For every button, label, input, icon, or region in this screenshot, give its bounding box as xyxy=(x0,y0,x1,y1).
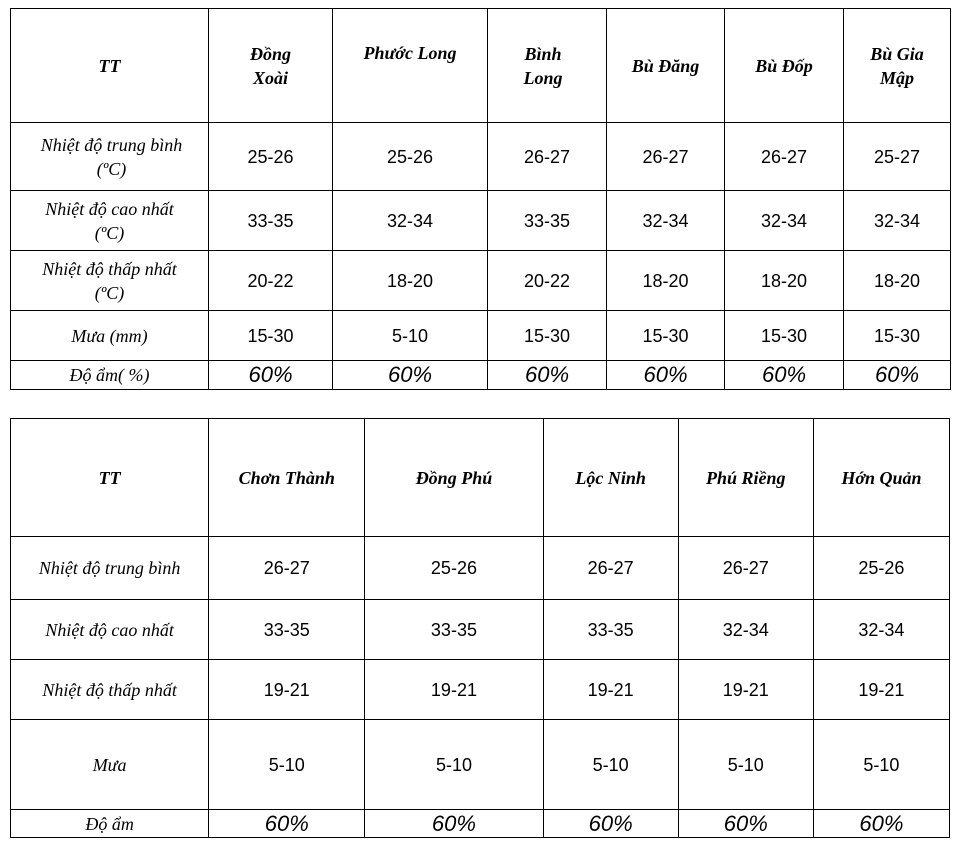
header-cell-phu-rieng: Phú Riềng xyxy=(678,419,813,537)
table-row xyxy=(11,123,951,191)
header-row xyxy=(11,9,951,123)
table-cell: 32-34 xyxy=(813,600,949,660)
table-cell: 19-21 xyxy=(813,660,949,720)
header-cell-bu-gia-map: Bù Gia Mập xyxy=(844,9,951,123)
table-cell: 32-34 xyxy=(333,191,488,251)
table-cell: 60% xyxy=(844,361,951,390)
table-row xyxy=(11,600,950,660)
row-label: Nhiệt độ cao nhất (ºC) xyxy=(11,191,209,251)
table-cell: 26-27 xyxy=(209,537,365,600)
header-cell-tt: TT xyxy=(11,9,209,123)
row-label: Nhiệt độ thấp nhất xyxy=(11,660,209,720)
table-cell: 19-21 xyxy=(678,660,813,720)
table-cell: 33-35 xyxy=(488,191,607,251)
table-cell: 18-20 xyxy=(725,251,844,311)
table-row xyxy=(11,660,950,720)
table-cell: 25-26 xyxy=(209,123,333,191)
table-cell: 60% xyxy=(209,810,365,838)
table-cell: 33-35 xyxy=(365,600,543,660)
header-row xyxy=(11,419,950,537)
climate-table-1 xyxy=(10,8,951,390)
table-cell: 19-21 xyxy=(365,660,543,720)
table-cell: 5-10 xyxy=(813,720,949,810)
table-cell: 60% xyxy=(543,810,678,838)
table-cell: 26-27 xyxy=(725,123,844,191)
table-cell: 15-30 xyxy=(607,311,725,361)
table-cell: 25-26 xyxy=(813,537,949,600)
table-cell: 60% xyxy=(725,361,844,390)
row-label: Độ ẩm xyxy=(11,810,209,838)
table-cell: 18-20 xyxy=(607,251,725,311)
table-row xyxy=(11,810,950,838)
header-cell-bu-dop: Bù Đốp xyxy=(725,9,844,123)
table-cell: 5-10 xyxy=(365,720,543,810)
table-cell: 33-35 xyxy=(209,191,333,251)
header-cell-binh-long: Bình Long xyxy=(488,9,607,123)
table-cell: 5-10 xyxy=(209,720,365,810)
table-cell: 60% xyxy=(813,810,949,838)
header-cell-dong-phu: Đồng Phú xyxy=(365,419,543,537)
table-cell: 60% xyxy=(333,361,488,390)
header-cell-tt: TT xyxy=(11,419,209,537)
row-label: Nhiệt độ trung bình xyxy=(11,537,209,600)
table-cell: 60% xyxy=(678,810,813,838)
table-cell: 15-30 xyxy=(209,311,333,361)
table-cell: 32-34 xyxy=(844,191,951,251)
table-cell: 18-20 xyxy=(844,251,951,311)
row-label: Nhiệt độ thấp nhất (ºC) xyxy=(11,251,209,311)
row-label: Mưa xyxy=(11,720,209,810)
table-cell: 32-34 xyxy=(678,600,813,660)
table-cell: 26-27 xyxy=(543,537,678,600)
table-cell: 5-10 xyxy=(333,311,488,361)
row-label: Nhiệt độ trung bình (ºC) xyxy=(11,123,209,191)
table-row xyxy=(11,191,951,251)
header-cell-bu-dang: Bù Đăng xyxy=(607,9,725,123)
table-cell: 26-27 xyxy=(488,123,607,191)
table-row xyxy=(11,311,951,361)
table-cell: 60% xyxy=(365,810,543,838)
table-row xyxy=(11,720,950,810)
table-cell: 15-30 xyxy=(488,311,607,361)
table-cell: 60% xyxy=(607,361,725,390)
table-cell: 33-35 xyxy=(543,600,678,660)
table-cell: 15-30 xyxy=(844,311,951,361)
table-cell: 60% xyxy=(488,361,607,390)
table-cell: 5-10 xyxy=(678,720,813,810)
climate-table-2 xyxy=(10,418,950,838)
table-cell: 60% xyxy=(209,361,333,390)
table-cell: 26-27 xyxy=(678,537,813,600)
table-row xyxy=(11,537,950,600)
row-label: Nhiệt độ cao nhất xyxy=(11,600,209,660)
table-cell: 18-20 xyxy=(333,251,488,311)
table-cell: 25-26 xyxy=(365,537,543,600)
row-label: Độ ẩm( %) xyxy=(11,361,209,390)
header-cell-hon-quan: Hớn Quản xyxy=(813,419,949,537)
table-cell: 25-26 xyxy=(333,123,488,191)
table-cell: 19-21 xyxy=(209,660,365,720)
table-cell: 25-27 xyxy=(844,123,951,191)
table-cell: 20-22 xyxy=(209,251,333,311)
table-cell: 15-30 xyxy=(725,311,844,361)
table-cell: 33-35 xyxy=(209,600,365,660)
table-cell: 32-34 xyxy=(725,191,844,251)
table-cell: 20-22 xyxy=(488,251,607,311)
table-row xyxy=(11,361,951,390)
header-cell-dong-xoai: Đồng Xoài xyxy=(209,9,333,123)
table-cell: 26-27 xyxy=(607,123,725,191)
table-cell: 19-21 xyxy=(543,660,678,720)
header-cell-loc-ninh: Lộc Ninh xyxy=(543,419,678,537)
table-row xyxy=(11,251,951,311)
table-cell: 5-10 xyxy=(543,720,678,810)
row-label: Mưa (mm) xyxy=(11,311,209,361)
header-cell-chon-thanh: Chơn Thành xyxy=(209,419,365,537)
header-cell-phuoc-long: Phước Long xyxy=(333,9,488,123)
table-cell: 32-34 xyxy=(607,191,725,251)
